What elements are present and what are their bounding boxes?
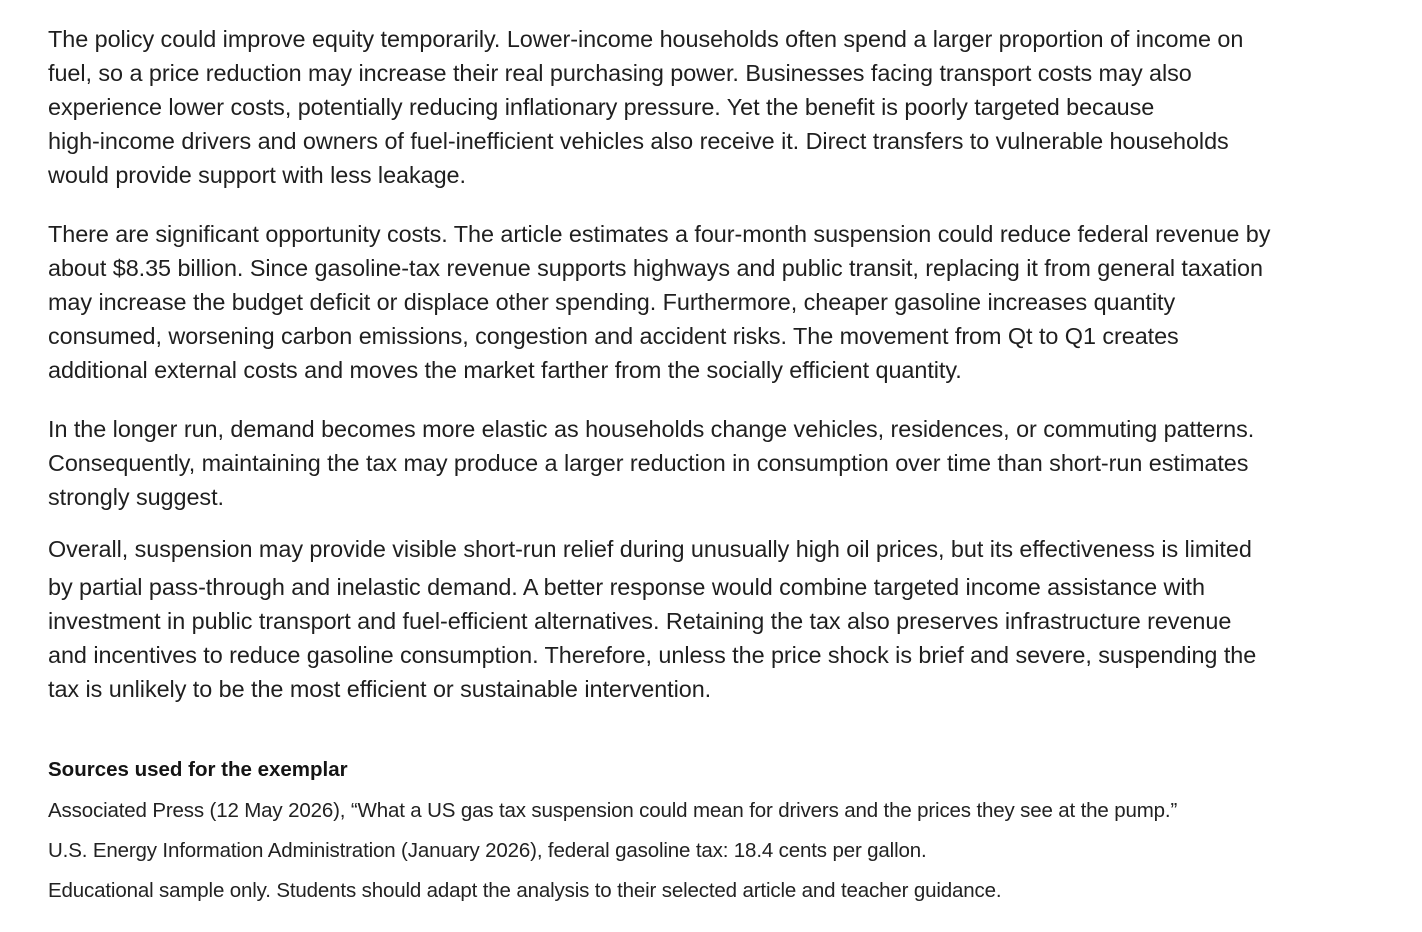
paragraph-opportunity-costs (48, 217, 1400, 387)
text-line: In the longer run, demand becomes more elastic as households change vehicles, residences, or commuting patterns. (48, 416, 1255, 442)
sources-heading: Sources used for the exemplar (48, 758, 348, 781)
sources-section (48, 755, 1348, 916)
text-line: by partial pass-through and inelastic demand. A better response would combine targeted income assistance with (48, 574, 1205, 600)
text-line: high-income drivers and owners of fuel-inefficient vehicles also receive it. Direct transfers to vulnerable households (48, 128, 1229, 154)
text-line: There are significant opportunity costs. The article estimates a four-month suspension could reduce federal revenue by (48, 221, 1271, 247)
paragraph-conclusion (48, 532, 1400, 706)
text-line: about $8.35 billion. Since gasoline-tax revenue supports highways and public transit, replacing it from general taxation (48, 255, 1263, 281)
text-line: The policy could improve equity temporarily. Lower-income households often spend a larger proportion of income on (48, 26, 1244, 52)
paragraph-equity (48, 22, 1400, 192)
text-line: Consequently, maintaining the tax may produce a larger reduction in consumption over time than short-run estimates (48, 450, 1249, 476)
text-line: Overall, suspension may provide visible short-run relief during unusually high oil prices, but its effectiveness is limited (48, 536, 1252, 562)
text-line: strongly suggest. (48, 484, 224, 510)
text-line: and incentives to reduce gasoline consumption. Therefore, unless the price shock is brief and severe, suspending the (48, 642, 1257, 668)
text-line: investment in public transport and fuel-efficient alternatives. Retaining the tax also preserves infrastructure revenue (48, 608, 1232, 634)
source-item-eia: U.S. Energy Information Administration (January 2026), federal gasoline tax: 18.4 cents per gallon. (48, 839, 927, 862)
source-item-disclaimer: Educational sample only. Students should adapt the analysis to their selected article and teacher guidance. (48, 879, 1002, 902)
text-line: tax is unlikely to be the most efficient or sustainable intervention. (48, 676, 712, 702)
text-line: additional external costs and moves the market farther from the socially efficient quantity. (48, 357, 962, 383)
text-line: may increase the budget deficit or displace other spending. Furthermore, cheaper gasoline increases quantity (48, 289, 1176, 315)
text-line: would provide support with less leakage. (48, 162, 466, 188)
text-line: fuel, so a price reduction may increase their real purchasing power. Businesses facing transport costs may also (48, 60, 1192, 86)
source-item-associated-press: Associated Press (12 May 2026), “What a US gas tax suspension could mean for drivers and the prices they see at the pump.” (48, 799, 1178, 822)
document-body (48, 22, 1400, 706)
text-line: experience lower costs, potentially reducing inflationary pressure. Yet the benefit is poorly targeted because (48, 94, 1155, 120)
text-line: consumed, worsening carbon emissions, congestion and accident risks. The movement from Qt to Q1 creates (48, 323, 1179, 349)
paragraph-longer-run (48, 412, 1400, 514)
